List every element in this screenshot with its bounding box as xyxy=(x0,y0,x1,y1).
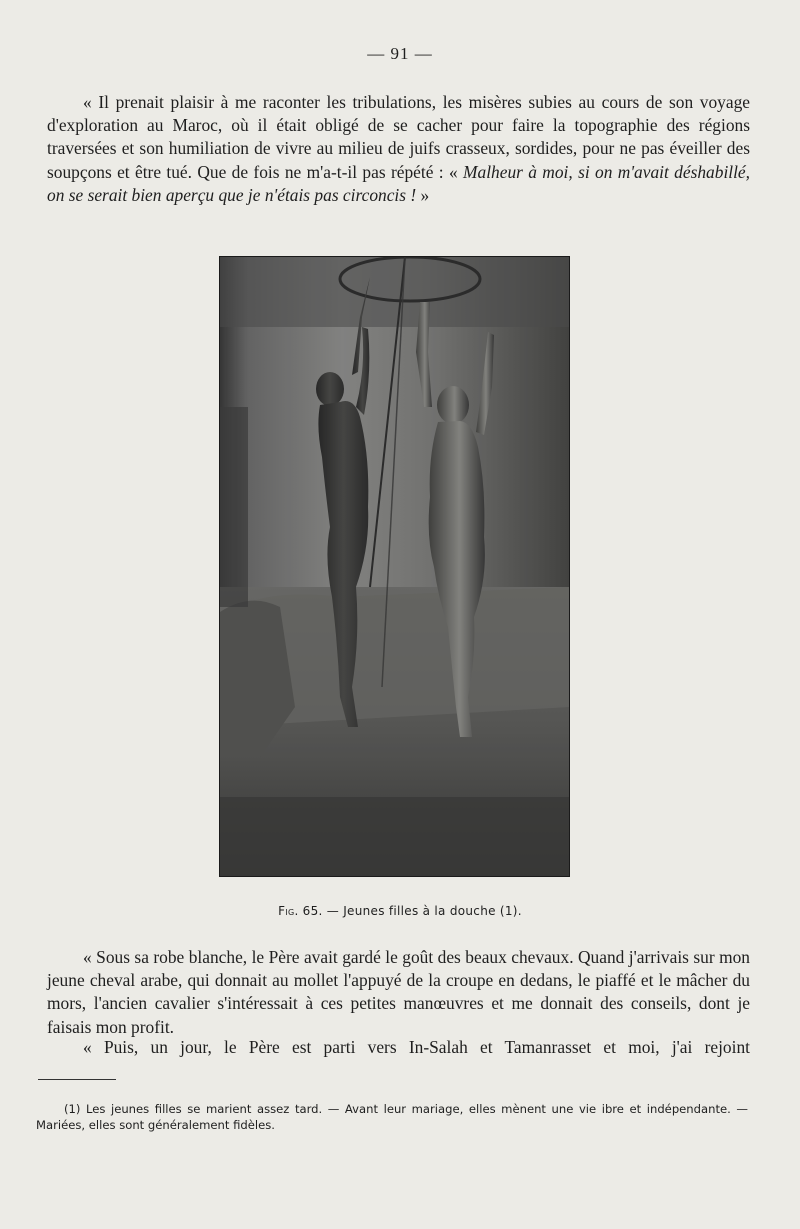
figure-label: Fig. 65. xyxy=(278,904,323,918)
photo-illustration xyxy=(220,257,569,876)
paragraph-2 xyxy=(47,946,750,1039)
page-number: — 91 — xyxy=(367,44,433,63)
paragraph-1-end: » xyxy=(416,184,430,205)
figure-caption xyxy=(0,904,800,918)
footnote-rule xyxy=(38,1079,116,1080)
footnote-text: (1) Les jeunes filles se marient assez tard. — Avant leur mariage, elles mènent une vie ibre et indépendante. — Mariées, elles sont généralement fidèles. xyxy=(36,1102,748,1132)
paragraph-1 xyxy=(47,91,750,207)
paragraph-1-text: « Il prenait plaisir à me raconter les tribulations, les misères subies au cours de son voyage d'exploration au Maroc, où il était obligé de se cacher pour faire la topographie des régions traversées et son humiliation de vivre au milieu de juifs crasseux, sordides, pour ne pas éveiller des soupçons et être tué. Que de fois ne m'a-t-il pas répété : « xyxy=(47,92,750,182)
paragraph-2-text: « Sous sa robe blanche, le Père avait gardé le goût des beaux chevaux. Quand j'arrivais sur mon jeune cheval arabe, qui donnait au mollet l'appuyé de la croupe en dedans, le piaffé et le mâcher du mors, l'ancien cavalier s'intéressait à ces petites manœuvres et me donnait des conseils, dont je faisais mon profit. xyxy=(47,947,750,1037)
paragraph-3 xyxy=(47,1036,750,1059)
footnote xyxy=(36,1101,748,1133)
figure-caption-text: — Jeunes filles à la douche (1). xyxy=(322,904,522,918)
paragraph-1-quote: Malheur à moi, si on m'avait déshabillé, on se serait bien aperçu que je n'étais pas circoncis ! xyxy=(47,161,751,205)
paragraph-3-text: « Puis, un jour, le Père est parti vers In-Salah et Tamanrasset et moi, j'ai rejoint xyxy=(83,1037,750,1057)
figure-photograph xyxy=(219,256,570,877)
